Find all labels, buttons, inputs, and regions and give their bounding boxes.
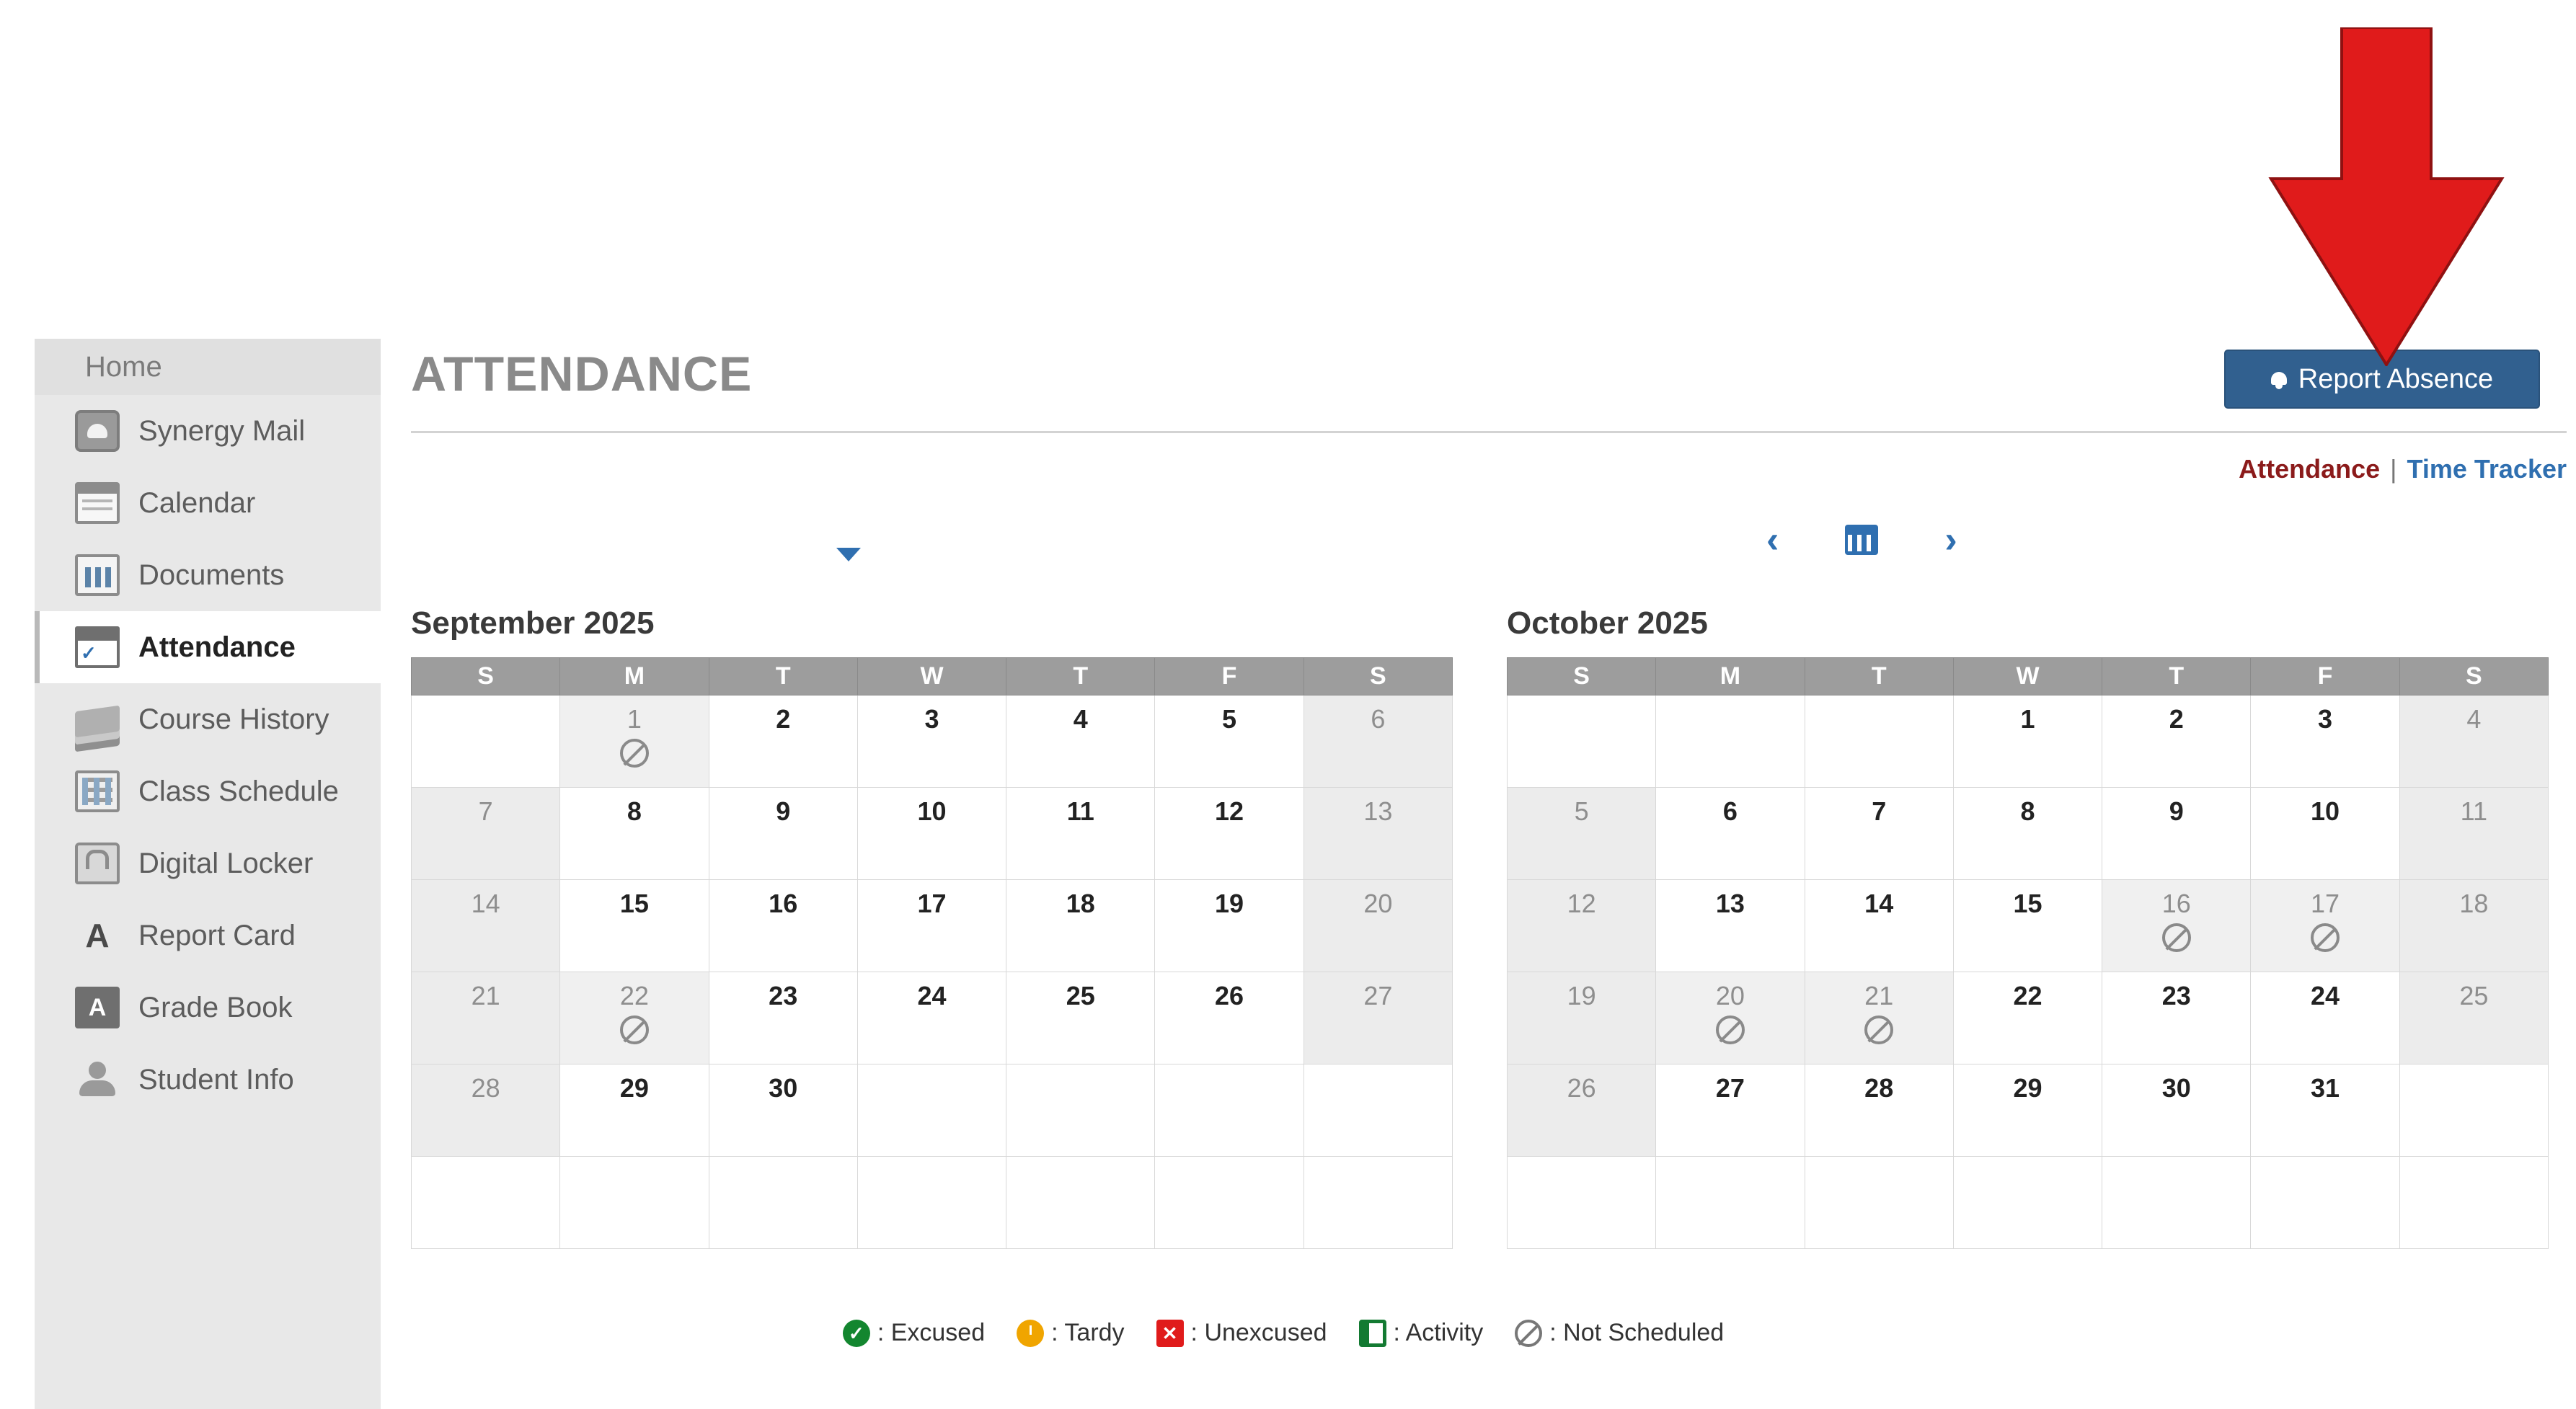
calendar-october xyxy=(1507,605,2549,1249)
calendar-day-number: 30 xyxy=(2161,1073,2191,1103)
calendar-day-cell[interactable] xyxy=(1953,1064,2102,1157)
calendar-day-cell[interactable] xyxy=(709,880,857,972)
calendar-day-cell[interactable] xyxy=(560,972,709,1064)
legend-item-not-scheduled xyxy=(1515,1319,1724,1347)
calendar-day-cell[interactable] xyxy=(412,972,560,1064)
sidebar-home-label: Home xyxy=(85,351,162,383)
calendar-empty-cell xyxy=(1656,695,1805,788)
calendar-day-number: 2 xyxy=(2169,704,2184,734)
calendar-empty-cell xyxy=(1304,1157,1452,1249)
weekday-header: S xyxy=(1508,658,1656,695)
calendar-day-number: 10 xyxy=(917,796,947,826)
calendar-empty-cell xyxy=(1006,1064,1155,1157)
student-info-icon xyxy=(75,1059,120,1101)
calendar-day-cell[interactable] xyxy=(1805,788,1953,880)
bell-icon xyxy=(2271,370,2287,388)
calendar-day-number: 8 xyxy=(627,796,642,826)
calendar-day-number: 1 xyxy=(2020,704,2035,734)
legend-item-tardy xyxy=(1017,1319,1124,1347)
main-content xyxy=(404,0,2576,1409)
calendar-day-cell[interactable] xyxy=(560,1064,709,1157)
weekday-header: M xyxy=(560,658,709,695)
sidebar-item-synergy-mail[interactable] xyxy=(35,395,381,467)
legend-label: : Activity xyxy=(1393,1319,1484,1346)
calendar-day-number: 17 xyxy=(917,889,947,918)
not-scheduled-icon xyxy=(620,739,649,768)
calendar-day-cell[interactable] xyxy=(857,788,1006,880)
calendar-grid xyxy=(1507,657,2549,1249)
activity-flag-icon xyxy=(1359,1320,1386,1347)
calendar-day-number: 26 xyxy=(1215,981,1244,1010)
next-month-button[interactable]: › xyxy=(1944,519,1957,561)
calendar-day-cell[interactable] xyxy=(1805,972,1953,1064)
calendar-day-number: 7 xyxy=(478,796,493,826)
calendar-day-number: 13 xyxy=(1715,889,1745,918)
calendar-month-title: October 2025 xyxy=(1507,605,1708,641)
calendar-day-number: 23 xyxy=(2161,981,2191,1010)
calendar-picker-icon[interactable] xyxy=(1845,525,1878,555)
calendar-empty-cell xyxy=(1155,1157,1304,1249)
calendar-week-row xyxy=(1508,695,2549,788)
calendar-day-number: 18 xyxy=(2459,889,2489,918)
mail-icon xyxy=(75,410,120,452)
calendar-day-number: 28 xyxy=(1864,1073,1894,1103)
calendar-day-number: 4 xyxy=(2466,704,2482,734)
calendar-day-number: 12 xyxy=(1215,796,1244,826)
calendar-day-number: 9 xyxy=(2169,796,2184,826)
calendar-day-number: 30 xyxy=(769,1073,798,1103)
calendar-day-number: 9 xyxy=(776,796,791,826)
calendar-weekday-row xyxy=(412,658,1453,695)
course-history-icon xyxy=(75,706,120,738)
calendar-day-cell[interactable] xyxy=(412,1064,560,1157)
calendar-navigation xyxy=(1766,519,1957,561)
weekday-header: W xyxy=(857,658,1006,695)
legend-item-activity xyxy=(1359,1319,1484,1347)
calendar-september xyxy=(411,605,1453,1249)
sidebar-item-digital-locker[interactable] xyxy=(35,827,381,899)
calendar-day-cell[interactable] xyxy=(2399,695,2548,788)
calendar-empty-cell xyxy=(1656,1157,1805,1249)
not-scheduled-icon xyxy=(620,1015,649,1044)
weekday-header: F xyxy=(1155,658,1304,695)
calendar-day-number: 25 xyxy=(1066,981,1095,1010)
calendar-day-cell[interactable] xyxy=(2102,788,2251,880)
attendance-legend xyxy=(404,1319,2163,1347)
calendar-day-number: 11 xyxy=(2460,796,2488,826)
calendar-day-cell[interactable] xyxy=(857,972,1006,1064)
calendar-day-cell[interactable] xyxy=(1155,972,1304,1064)
sidebar-item-label: Student Info xyxy=(138,1063,294,1095)
calendar-day-number: 11 xyxy=(1066,796,1094,826)
calendar-empty-cell xyxy=(412,1157,560,1249)
weekday-header: T xyxy=(1006,658,1155,695)
calendar-day-cell[interactable] xyxy=(1508,972,1656,1064)
report-absence-label: Report Absence xyxy=(2298,363,2494,394)
calendar-day-cell[interactable] xyxy=(1805,880,1953,972)
calendar-day-cell[interactable] xyxy=(1006,972,1155,1064)
calendar-day-number: 3 xyxy=(924,704,939,734)
not-scheduled-icon xyxy=(1515,1320,1542,1347)
calendar-day-number: 27 xyxy=(1363,981,1393,1010)
weekday-header: T xyxy=(1805,658,1953,695)
calendar-day-cell[interactable] xyxy=(709,1064,857,1157)
calendar-empty-cell xyxy=(1805,1157,1953,1249)
calendar-day-number: 3 xyxy=(2318,704,2333,734)
calendar-day-cell[interactable] xyxy=(2399,880,2548,972)
calendar-body xyxy=(412,695,1453,1249)
calendar-day-number: 8 xyxy=(2020,796,2035,826)
calendar-day-cell[interactable] xyxy=(2102,1064,2251,1157)
calendar-week-row xyxy=(1508,972,2549,1064)
legend-item-excused xyxy=(843,1319,985,1347)
sidebar-item-label: Attendance xyxy=(138,631,296,663)
calendar-day-cell[interactable] xyxy=(1508,1064,1656,1157)
chevron-down-icon[interactable] xyxy=(836,548,861,561)
calendar-day-number: 21 xyxy=(471,981,500,1010)
excused-check-icon: ✓ xyxy=(843,1320,870,1347)
legend-item-unexcused xyxy=(1156,1319,1327,1347)
calendar-day-cell[interactable] xyxy=(1953,880,2102,972)
calendar-week-row xyxy=(412,1064,1453,1157)
calendar-day-number: 18 xyxy=(1066,889,1095,918)
calendar-week-row xyxy=(1508,880,2549,972)
calendar-week-row xyxy=(412,695,1453,788)
grade-book-icon: A xyxy=(75,987,120,1028)
not-scheduled-icon xyxy=(1716,1015,1745,1044)
calendar-day-cell[interactable] xyxy=(560,695,709,788)
calendar-day-number: 5 xyxy=(1222,704,1237,734)
weekday-header: M xyxy=(1656,658,1805,695)
calendar-empty-cell xyxy=(1508,695,1656,788)
calendar-day-number: 1 xyxy=(627,704,642,734)
calendar-day-number: 19 xyxy=(1215,889,1244,918)
calendar-empty-cell xyxy=(2251,1157,2399,1249)
calendar-day-number: 5 xyxy=(1574,796,1589,826)
sidebar-item-student-info[interactable] xyxy=(35,1044,381,1116)
calendar-weekday-row xyxy=(1508,658,2549,695)
calendar-day-cell[interactable] xyxy=(1304,880,1452,972)
calendar-day-number: 27 xyxy=(1715,1073,1745,1103)
calendar-empty-cell xyxy=(2399,1157,2548,1249)
calendar-day-cell[interactable] xyxy=(1006,695,1155,788)
calendar-day-number: 13 xyxy=(1363,796,1393,826)
calendar-empty-cell xyxy=(2399,1064,2548,1157)
calendar-day-number: 10 xyxy=(2311,796,2340,826)
subnav xyxy=(404,454,2567,484)
calendar-week-row xyxy=(412,1157,1453,1249)
calendar-week-row xyxy=(1508,1157,2549,1249)
sidebar-item-home[interactable] xyxy=(35,339,381,395)
calendar-week-row xyxy=(1508,788,2549,880)
calendar-empty-cell xyxy=(1304,1064,1452,1157)
sidebar-item-label: Calendar xyxy=(138,486,256,519)
calendar-day-cell[interactable] xyxy=(2251,1064,2399,1157)
sidebar-item-class-schedule[interactable] xyxy=(35,755,381,827)
calendar-day-cell[interactable] xyxy=(1006,880,1155,972)
not-scheduled-icon xyxy=(2311,923,2340,952)
calendar-day-number: 29 xyxy=(619,1073,649,1103)
calendar-day-number: 29 xyxy=(2013,1073,2042,1103)
calendar-day-cell[interactable] xyxy=(2102,880,2251,972)
calendar-day-cell[interactable] xyxy=(1155,880,1304,972)
sidebar-item-course-history[interactable] xyxy=(35,683,381,755)
sidebar-item-documents[interactable] xyxy=(35,539,381,611)
calendar-day-cell[interactable] xyxy=(2102,695,2251,788)
calendar-empty-cell xyxy=(1006,1157,1155,1249)
sidebar-item-attendance[interactable] xyxy=(35,611,381,683)
calendar-day-number: 2 xyxy=(776,704,791,734)
sidebar-item-report-card[interactable] xyxy=(35,899,381,972)
calendar-week-row xyxy=(412,788,1453,880)
weekday-header: T xyxy=(709,658,857,695)
subnav-attendance[interactable]: Attendance xyxy=(2239,454,2381,484)
legend-label: : Excused xyxy=(877,1319,986,1346)
calendar-day-cell[interactable] xyxy=(709,788,857,880)
calendar-body xyxy=(1508,695,2549,1249)
sidebar-item-label: Grade Book xyxy=(138,991,293,1023)
calendar-day-cell[interactable] xyxy=(1953,972,2102,1064)
weekday-header: S xyxy=(2399,658,2548,695)
calendar-day-number: 6 xyxy=(1722,796,1738,826)
calendar-day-number: 15 xyxy=(2013,889,2042,918)
calendar-day-cell[interactable] xyxy=(1508,880,1656,972)
calendar-week-row xyxy=(412,972,1453,1064)
calendar-day-cell[interactable] xyxy=(1656,880,1805,972)
documents-icon xyxy=(75,554,120,596)
calendar-day-number: 16 xyxy=(2161,889,2191,918)
calendar-day-number: 14 xyxy=(471,889,500,918)
calendar-day-cell[interactable] xyxy=(1805,1064,1953,1157)
calendar-day-cell[interactable] xyxy=(709,972,857,1064)
calendar-day-cell[interactable] xyxy=(1155,788,1304,880)
weekday-header: T xyxy=(2102,658,2251,695)
calendar-day-cell[interactable] xyxy=(857,880,1006,972)
calendar-day-cell[interactable] xyxy=(1304,695,1452,788)
sidebar-item-label: Class Schedule xyxy=(138,775,339,807)
calendar-day-number: 12 xyxy=(1567,889,1596,918)
title-divider xyxy=(411,431,2567,433)
calendar-day-cell[interactable] xyxy=(560,788,709,880)
calendar-empty-cell xyxy=(412,695,560,788)
calendar-empty-cell xyxy=(1805,695,1953,788)
calendar-day-number: 14 xyxy=(1864,889,1894,918)
calendar-day-cell[interactable] xyxy=(1304,788,1452,880)
sidebar-item-label: Report Card xyxy=(138,919,296,951)
weekday-header: F xyxy=(2251,658,2399,695)
class-schedule-icon xyxy=(75,770,120,812)
calendar-day-cell[interactable] xyxy=(2251,695,2399,788)
calendar-empty-cell xyxy=(1953,1157,2102,1249)
calendar-month-title: September 2025 xyxy=(411,605,655,641)
calendar-day-number: 7 xyxy=(1872,796,1887,826)
calendar-day-cell[interactable] xyxy=(412,880,560,972)
calendar-day-cell[interactable] xyxy=(1656,1064,1805,1157)
calendar-day-number: 4 xyxy=(1073,704,1088,734)
prev-month-button[interactable]: ‹ xyxy=(1766,519,1779,561)
calendar-day-cell[interactable] xyxy=(560,880,709,972)
legend-label: : Unexcused xyxy=(1190,1319,1327,1346)
calendar-day-cell[interactable] xyxy=(1656,972,1805,1064)
calendar-day-cell[interactable] xyxy=(2251,788,2399,880)
calendar-day-number: 20 xyxy=(1715,981,1745,1010)
calendar-day-cell[interactable] xyxy=(1953,788,2102,880)
calendar-day-number: 25 xyxy=(2459,981,2489,1010)
calendar-day-cell[interactable] xyxy=(2251,880,2399,972)
calendar-icon xyxy=(75,482,120,524)
calendar-day-number: 28 xyxy=(471,1073,500,1103)
weekday-header: S xyxy=(412,658,560,695)
page-title: ATTENDANCE xyxy=(411,347,753,401)
calendar-week-row xyxy=(412,880,1453,972)
calendar-day-number: 16 xyxy=(769,889,798,918)
calendar-day-cell[interactable] xyxy=(1656,788,1805,880)
subnav-separator: | xyxy=(2390,454,2397,484)
calendar-day-number: 15 xyxy=(619,889,649,918)
calendar-day-number: 19 xyxy=(1567,981,1596,1010)
calendar-day-cell[interactable] xyxy=(2399,972,2548,1064)
digital-locker-icon xyxy=(75,843,120,884)
tardy-clock-icon xyxy=(1017,1320,1044,1347)
attendance-icon xyxy=(75,626,120,668)
calendar-day-cell[interactable] xyxy=(1508,788,1656,880)
legend-label: : Not Scheduled xyxy=(1549,1319,1725,1346)
calendar-day-number: 6 xyxy=(1371,704,1386,734)
sidebar-item-label: Digital Locker xyxy=(138,847,314,879)
report-card-icon: A xyxy=(85,917,110,954)
calendar-day-number: 20 xyxy=(1363,889,1393,918)
calendar-day-cell[interactable] xyxy=(709,695,857,788)
red-down-arrow-annotation xyxy=(2264,27,2509,366)
calendar-day-number: 24 xyxy=(917,981,947,1010)
weekday-header: W xyxy=(1953,658,2102,695)
calendar-day-number: 24 xyxy=(2311,981,2340,1010)
calendar-day-cell[interactable] xyxy=(412,788,560,880)
calendar-day-cell[interactable] xyxy=(2102,972,2251,1064)
unexcused-x-icon: ✕ xyxy=(1156,1320,1184,1347)
calendar-grid xyxy=(411,657,1453,1249)
calendar-day-number: 21 xyxy=(1864,981,1894,1010)
not-scheduled-icon xyxy=(1864,1015,1893,1044)
calendar-day-cell[interactable] xyxy=(2251,972,2399,1064)
calendar-day-cell[interactable] xyxy=(1953,695,2102,788)
calendar-empty-cell xyxy=(2102,1157,2251,1249)
calendar-day-cell[interactable] xyxy=(1006,788,1155,880)
calendar-empty-cell xyxy=(1508,1157,1656,1249)
calendar-day-number: 31 xyxy=(2311,1073,2340,1103)
calendar-empty-cell xyxy=(1155,1064,1304,1157)
calendar-day-number: 23 xyxy=(769,981,798,1010)
calendar-day-number: 22 xyxy=(619,981,649,1010)
calendar-empty-cell xyxy=(857,1064,1006,1157)
sidebar-item-label: Documents xyxy=(138,559,285,591)
calendar-day-cell[interactable] xyxy=(857,695,1006,788)
calendar-day-number: 17 xyxy=(2311,889,2340,918)
calendar-day-cell[interactable] xyxy=(1304,972,1452,1064)
calendar-week-row xyxy=(1508,1064,2549,1157)
subnav-time-tracker[interactable]: Time Tracker xyxy=(2407,454,2567,484)
weekday-header: S xyxy=(1304,658,1452,695)
sidebar-item-calendar[interactable] xyxy=(35,467,381,539)
legend-label: : Tardy xyxy=(1051,1319,1125,1346)
not-scheduled-icon xyxy=(2162,923,2191,952)
calendar-day-cell[interactable] xyxy=(2399,788,2548,880)
sidebar-item-grade-book[interactable] xyxy=(35,972,381,1044)
calendar-empty-cell xyxy=(560,1157,709,1249)
calendar-day-cell[interactable] xyxy=(1155,695,1304,788)
sidebar xyxy=(35,339,381,1409)
sidebar-item-label: Course History xyxy=(138,703,329,735)
calendar-empty-cell xyxy=(709,1157,857,1249)
sidebar-item-label: Synergy Mail xyxy=(138,414,306,447)
calendar-day-number: 22 xyxy=(2013,981,2042,1010)
calendar-empty-cell xyxy=(857,1157,1006,1249)
calendar-day-number: 26 xyxy=(1567,1073,1596,1103)
